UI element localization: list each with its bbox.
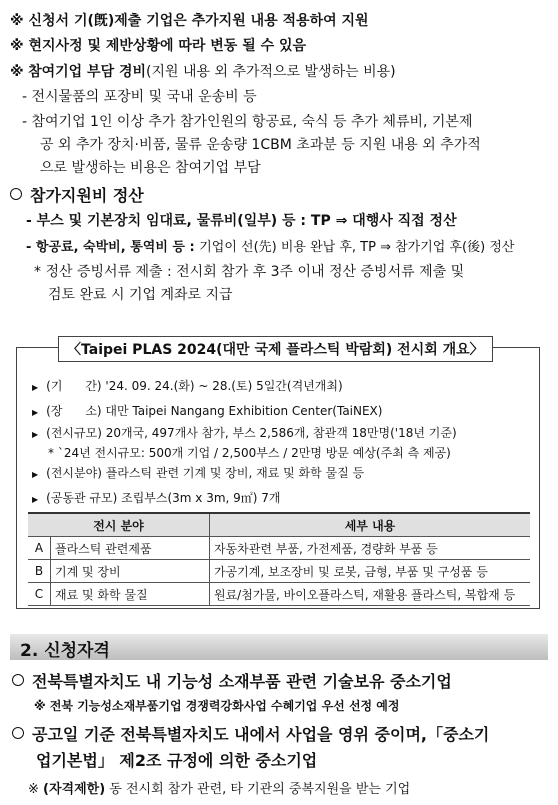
eligibility-item-2-cont: 업기본법」 제2조 규정에 의한 중소기업 (36, 751, 318, 770)
overview-item-venue: ▶ (장 소) 대만 Taipei Nangang Exhibition Center(TaiNEX) (32, 404, 383, 418)
overview-item-period: ▶ (기 간) '24. 09. 24.(화) ~ 28.(토) 5일간(격년개최) (32, 379, 343, 393)
settlement-note-1: * 정산 증빙서류 제출 : 전시회 참가 후 3주 이내 정산 증빙서류 제출 및 (34, 264, 465, 280)
burden-item-2: - 참여기업 1인 이상 추가 참가인원의 항공료, 숙식 등 추가 체류비, 기본제 (22, 114, 473, 130)
triangle-bullet-icon: ▶ (32, 383, 39, 392)
overview-item-field: ▶ (전시분야) 플라스틱 관련 기계 및 장비, 재료 및 화학 물질 등 (32, 466, 365, 480)
settlement-heading: 참가지원비 정산 (10, 183, 144, 206)
table-row: C 재료 및 화학 물질 원료/첨가물, 바이오플라스틱, 재활용 플라스틱, 복합재 등 (28, 583, 530, 606)
triangle-bullet-icon: ▶ (32, 408, 39, 417)
table-header-detail: 세부 내용 (210, 513, 531, 537)
table-header-row (28, 513, 530, 537)
burden-item-2-cont2: 으로 발생하는 비용은 참여기업 부담 (40, 160, 261, 176)
burden-item-1: - 전시물품의 포장비 및 국내 운송비 등 (22, 89, 257, 105)
overview-item-scale: ▶ (전시규모) 20개국, 497개사 참가, 부스 2,586개, 참관객 18만명('18년 기준) (32, 426, 457, 440)
settlement-note-2: 검토 완료 시 기업 계좌로 지급 (48, 287, 233, 303)
eligibility-restriction: ※ (자격제한) 동 전시회 참가 관련, 타 기관의 중복지원을 받는 기업 (28, 782, 411, 797)
note-change-possible: ※ 현지사정 및 제반상황에 따라 변동 될 수 있음 (10, 38, 307, 54)
circle-bullet-icon (12, 674, 24, 686)
circle-bullet-icon (12, 727, 24, 739)
note-prior-submission: ※ 신청서 기(旣)제출 기업은 추가지원 내용 적용하여 지원 (10, 13, 369, 29)
triangle-bullet-icon: ▶ (32, 495, 39, 504)
settlement-line-2: - 항공료, 숙박비, 통역비 등 : 기업이 선(先) 비용 완납 후, TP ⇒ 참가기업 후(後) 정산 (26, 240, 515, 255)
section-2-header (10, 634, 548, 660)
settlement-line-1: - 부스 및 기본장치 임대료, 물류비(일부) 등 : TP ⇒ 대행사 직접 정산 (26, 213, 457, 229)
burden-item-2-cont: 공 외 추가 장치·비품, 물류 운송량 1CBM 초과분 등 지원 내용 외 추가적 (40, 137, 481, 153)
triangle-bullet-icon: ▶ (32, 430, 39, 439)
circle-bullet-icon (10, 188, 22, 200)
note-burden-expenses: ※ 참여기업 부담 경비(지원 내용 외 추가적으로 발생하는 비용) (10, 64, 396, 80)
exhibition-field-table (28, 512, 530, 606)
section-2-title: 2. 신청자격 (20, 641, 110, 661)
overview-item-pavilion: ▶ (공동관 규모) 조립부스(3m x 3m, 9㎡) 7개 (32, 491, 281, 505)
triangle-bullet-icon: ▶ (32, 470, 39, 479)
eligibility-item-1-note: ※ 전북 기능성소재부품기업 경쟁력강화사업 수혜기업 우선 선정 예정 (34, 699, 400, 713)
burden-paren: (지원 내용 외 추가적으로 발생하는 비용) (146, 64, 396, 80)
table-row: A 플라스틱 관련제품 자동차관련 부품, 가전제품, 경량화 부품 등 (28, 537, 530, 560)
table-header-field: 전시 분야 (28, 513, 210, 537)
table-row: B 기계 및 장비 가공기계, 보조장비 및 로봇, 금형, 부품 및 구성품 등 (28, 560, 530, 583)
burden-title: 참여기업 부담 경비 (28, 64, 147, 80)
eligibility-item-2: 공고일 기준 전북특별자치도 내에서 사업을 영위 중이며,「중소기 (12, 722, 489, 745)
overview-title: 〈Taipei PLAS 2024(대만 국제 플라스틱 박람회) 전시회 개요〉 (58, 336, 493, 362)
overview-subnote: * `24년 전시규모: 500개 기업 / 2,500부스 / 2만명 방문 예상(주최 측 제공) (48, 446, 451, 460)
eligibility-item-1: 전북특별자치도 내 기능성 소재부품 관련 기술보유 중소기업 (12, 669, 452, 692)
